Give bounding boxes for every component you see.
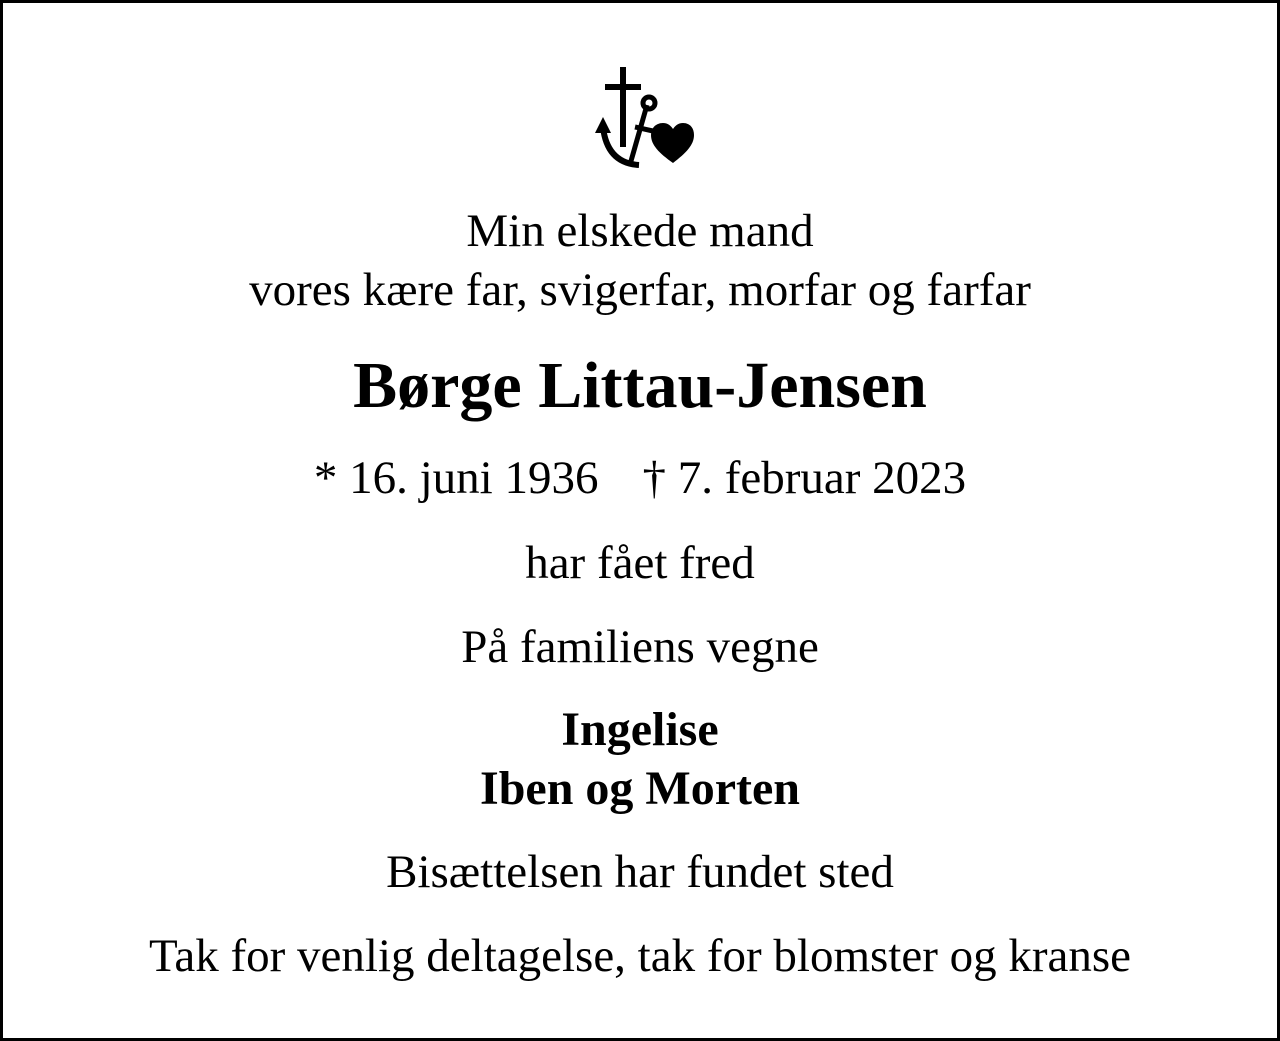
signer-name: Iben og Morten xyxy=(480,762,800,815)
on-behalf-text: På familiens vegne xyxy=(461,621,819,673)
death-marker: † xyxy=(642,452,666,504)
intro-line: vores kære far, svigerfar, morfar og farfar xyxy=(249,264,1031,316)
life-dates xyxy=(3,452,1277,504)
signer-name: Ingelise xyxy=(561,703,719,756)
intro-line: Min elskede mand xyxy=(466,205,814,257)
thanks-text: Tak for venlig deltagelse, tak for blomster og kranse xyxy=(148,930,1132,982)
death-date: 7. februar 2023 xyxy=(677,452,967,504)
birth-date: 16. juni 1936 xyxy=(349,452,599,504)
deceased-name: Børge Littau-Jensen xyxy=(353,349,927,422)
cross-anchor-heart-icon xyxy=(591,65,695,175)
passing-text: har fået fred xyxy=(525,537,755,589)
funeral-text: Bisættelsen har fundet sted xyxy=(386,846,894,898)
birth-marker: * xyxy=(313,452,338,504)
